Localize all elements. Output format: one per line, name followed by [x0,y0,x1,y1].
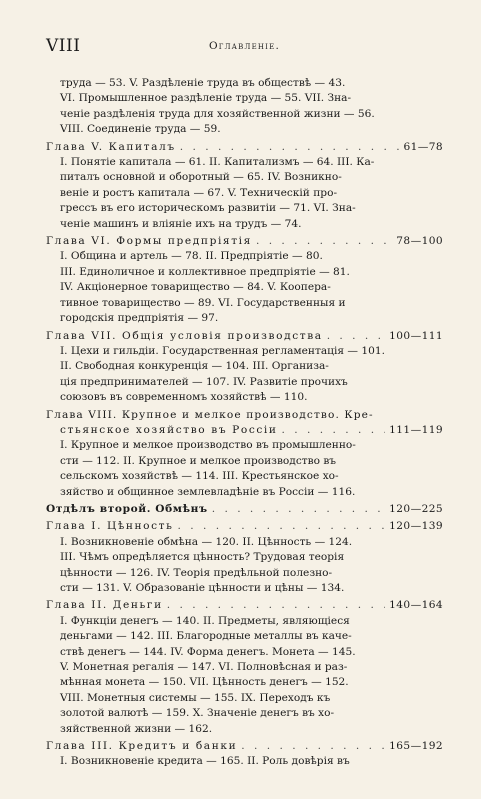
section-list-line: IV. Акціонерное товарищество — 84. V. Коопера- [60,281,331,294]
page-range: 165—192 [389,740,443,753]
page-range: 61—78 [403,140,443,153]
chapter-heading [46,519,443,534]
section-list-line: I. Понятіе капитала — 61. II. Капитализмъ — 64. III. Ка- [60,156,375,169]
dot-leader [327,329,385,344]
dot-leader [241,739,385,754]
page-number: VIII [46,36,81,56]
chapter-title: Глава VII. Общія условія производства [46,329,323,342]
page-range: 140—164 [389,599,443,612]
dot-leader [282,423,386,438]
section-list-line: ствѣ денегъ — 144. IV. Форма денегъ. Монета — 145. [60,645,356,658]
section-list-line: II. Свободная конкуренція — 104. III. Организа- [60,360,329,373]
chapter-title: Глава V. Капиталъ [46,140,176,153]
dot-leader [180,140,400,155]
dot-leader [167,598,385,613]
section-list-line: деньгами — 142. III. Благородные металлы въ каче- [60,630,352,643]
dot-leader [178,519,386,534]
page-range: 120—139 [389,520,443,533]
toc-entry [46,598,443,737]
page-range: 78—100 [396,235,443,248]
section-list-line: веніе и ростъ капитала — 67. V. Техническій про- [60,186,338,199]
toc-entry [46,408,443,500]
section-list-line: труда — 53. V. Раздѣленіе труда въ обществѣ — 43. [60,77,346,89]
section-list-line: питалъ основной и оборотный — 65. IV. Возникно- [60,171,342,184]
page-header [46,34,443,62]
section-list-line: I. Община и артель — 78. II. Предпріятіе — 80. [60,250,323,263]
section-list-line: сельскомъ хозяйствѣ — 114. III. Крестьянское хо- [60,470,339,483]
chapter-heading [46,329,443,344]
section-list-line: тивное товарищество — 89. VI. Государственныя и [60,296,346,309]
section-list-line: сти — 131. V. Образованіе цѣнности и цѣны — 134. [60,582,345,594]
section-list-line: VIII. Соединеніе труда — 59. [60,123,221,136]
section-list-line: III. Чѣмъ опредѣляется цѣнность? Трудовая теорія [60,551,345,564]
page-range: 100—111 [389,329,443,342]
dot-leader [256,234,392,249]
section-list-line: I. Возникновеніе обмѣна — 120. II. Цѣнность — 124. [60,535,353,548]
section-list-line: сти — 112. II. Крупное и мелкое производство въ [60,454,337,467]
toc-entry [46,140,443,232]
section-list-line: зяйственной жизни — 162. [60,722,213,735]
section-list-line: V. Монетная регалія — 147. VI. Полновѣсная и раз- [60,661,348,674]
section-list-line: ченіе машинъ и вліяніе ихъ на трудъ — 74. [60,217,302,230]
toc-entry [46,234,443,326]
section-list-line: I. Цехи и гильдіи. Государственная регламентація — 101. [60,344,385,357]
section-list-line: I. Функціи денегъ — 140. II. Предметы, являющіеся [60,614,350,627]
toc-entry [46,329,443,406]
chapter-title: Глава I. Цѣнность [46,520,174,533]
section-list-line: мѣнная монета — 150. VII. Цѣнность денегъ — 152. [60,676,349,689]
chapter-title-text: Глава VIII. Крупное и мелкое производство. Кре- [46,408,374,421]
section-list-line: ченіе раздѣленія труда для хозяйственной жизни — 56. [60,107,375,120]
part-title: Отдѣлъ второй. Обмѣнъ [46,502,208,515]
chapter-heading [46,739,443,754]
chapter-title: Глава VI. Формы предпріятія [46,235,252,248]
toc-entry [46,76,443,138]
section-list-line: золотой валютѣ — 159. X. Значеніе денегъ въ хо- [60,707,335,720]
chapter-heading [46,598,443,613]
page-range: 111—119 [389,423,443,436]
table-of-contents [46,76,443,770]
chapter-heading [46,502,443,517]
section-list-line: ція предпринимателей — 107. IV. Развитіе прочихъ [60,375,348,388]
section-list-line: зяйство и общинное землевладѣніе въ Россіи — 116. [60,485,356,498]
toc-entry [46,502,443,517]
chapter-title: Глава III. Кредитъ и банки [46,740,238,753]
chapter-heading [46,140,443,155]
running-title: Оглавленіе. [209,40,280,52]
section-list-line: VI. Промышленное раздѣленіе труда — 55. VII. Зна- [60,92,352,105]
section-list-line: VIII. Монетныя системы — 155. IX. Переходъ къ [60,691,331,704]
section-list-line: грессъ въ его историческомъ развитіи — 71. VI. Зна- [60,202,356,215]
section-list-line: городскія предпріятія — 97. [60,312,219,325]
dot-leader [212,502,385,517]
section-list-line: I. Возникновеніе кредита — 165. II. Роль довѣрія въ [60,755,350,768]
section-list-line: I. Крупное и мелкое производство въ промышленно- [60,439,356,452]
chapter-heading [46,234,443,249]
section-list-line: III. Единоличное и коллективное предпріятіе — 81. [60,265,350,278]
page-range: 120—225 [389,502,443,515]
toc-entry [46,739,443,770]
chapter-title: стьянское хозяйство въ Россіи [60,423,278,436]
chapter-title: Глава II. Деньги [46,599,163,612]
section-list-line: союзовъ въ современномъ хозяйствѣ — 110. [60,391,308,404]
toc-entry [46,519,443,596]
section-list-line: цѣнности — 126. IV. Теорія предѣльной полезно- [60,566,333,579]
chapter-title [46,408,443,423]
chapter-heading [46,423,443,438]
